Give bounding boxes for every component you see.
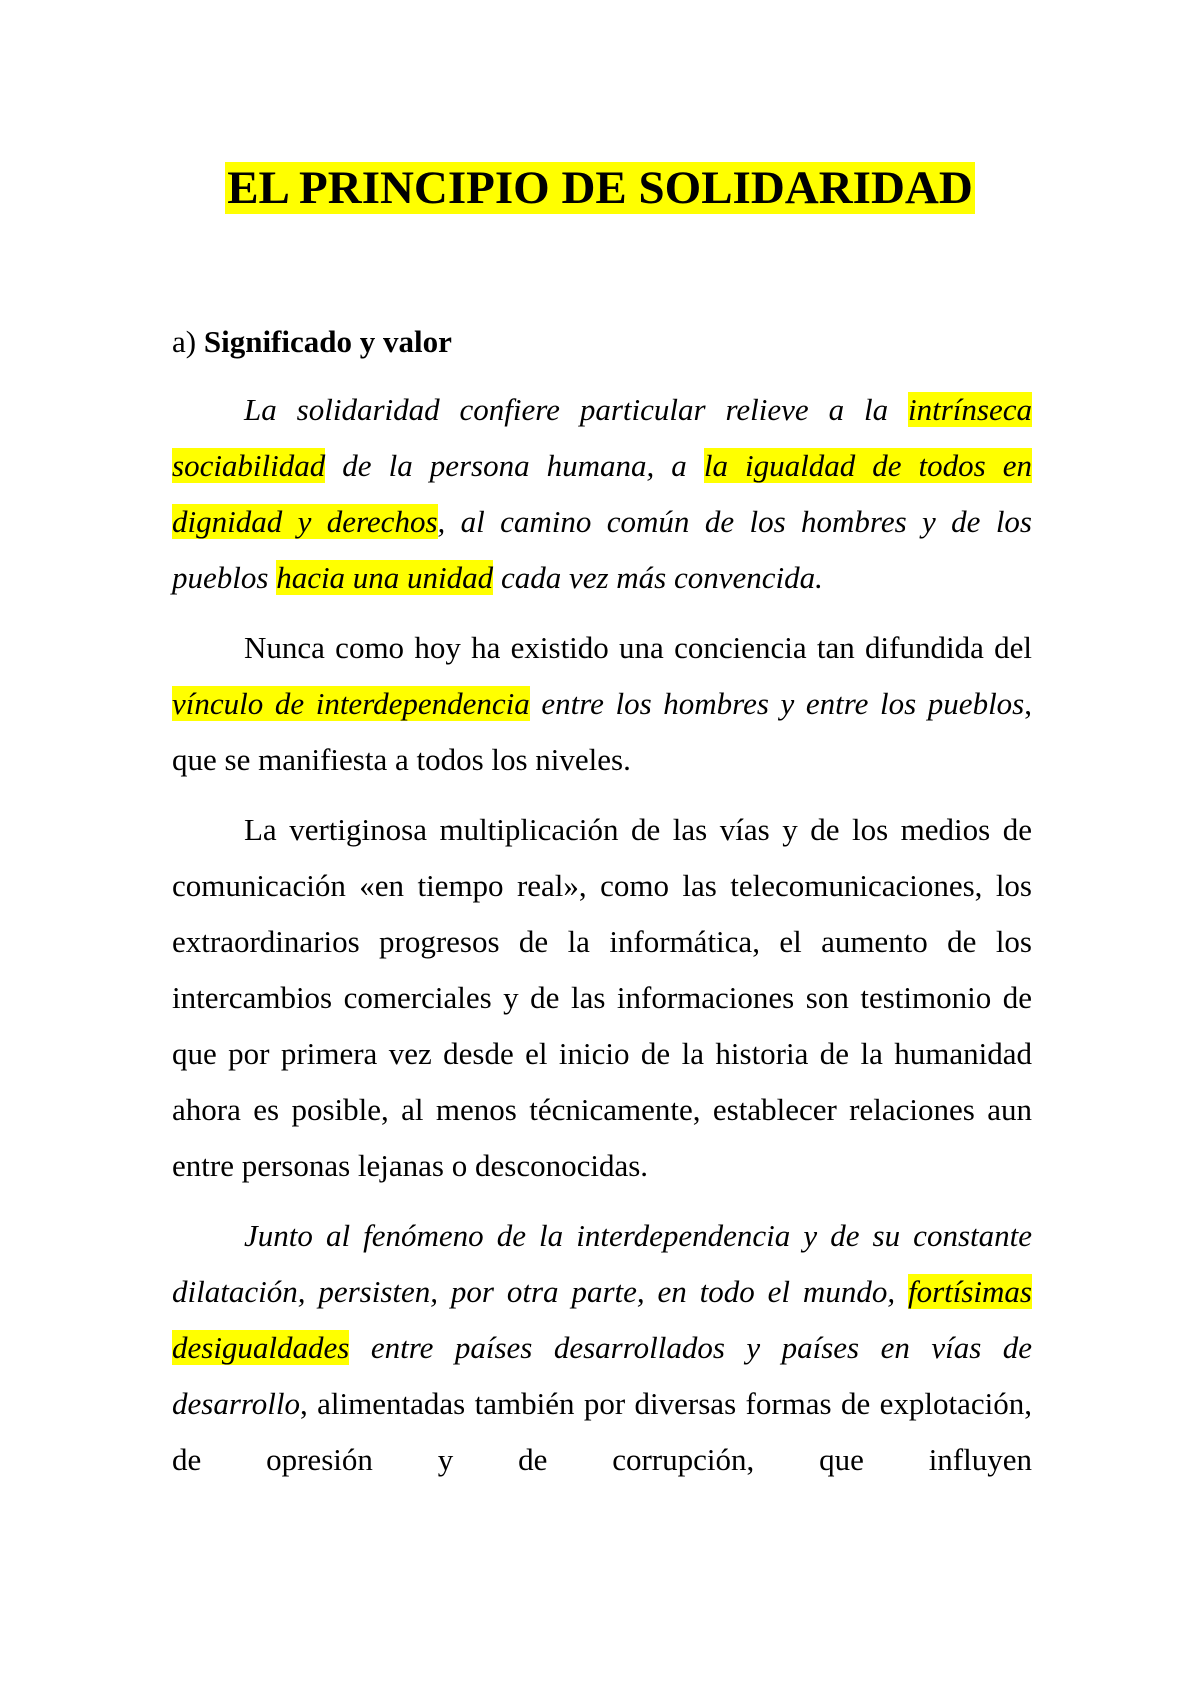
text-run: de la persona humana, a	[325, 448, 704, 483]
section-marker: a)	[172, 324, 197, 359]
text-run: cada vez más convencida.	[493, 560, 823, 595]
highlighted-text: la igualdad de todos en dignidad y derechos	[172, 448, 1032, 539]
document-title: EL PRINCIPIO DE SOLIDARIDAD	[227, 162, 973, 214]
title-container	[0, 160, 1200, 216]
text-run: , alimentadas también por diversas formas de explotación, de opresión y de corrupción, que influyen	[172, 1386, 1032, 1477]
text-run: La solidaridad confiere particular relieve a la	[244, 392, 908, 427]
highlighted-text: hacia una unidad	[276, 560, 494, 595]
section-heading-text: Significado y valor	[203, 324, 452, 359]
text-run: entre países desarrollados y países en vías de desarrollo	[172, 1330, 1032, 1421]
highlighted-text: fortísimas desigualdades	[172, 1274, 1032, 1365]
text-run: Junto al fenómeno de la interdependencia y de su constante dilatación, persisten, por otra parte, en todo el mundo,	[172, 1218, 1032, 1309]
highlighted-text: vínculo de interdependencia	[172, 686, 530, 721]
text-run: entre los hombres y entre los pueblos	[529, 686, 1025, 721]
paragraph-2	[172, 620, 1032, 788]
document-body	[172, 314, 1032, 1502]
section-heading	[172, 314, 1032, 370]
text-run: Nunca como hoy ha existido una conciencia tan difundida del	[244, 630, 1032, 665]
paragraph-1	[172, 382, 1032, 606]
text-run: , que se manifiesta a todos los niveles.	[172, 686, 1032, 777]
highlighted-text: intrínseca sociabilidad	[172, 392, 1032, 483]
paragraph-4	[172, 1208, 1032, 1488]
paragraph-3	[172, 802, 1032, 1194]
text-run: , al camino común de los hombres y de los pueblos	[172, 504, 1032, 595]
text-run: La vertiginosa multiplicación de las vías y de los medios de comunicación «en tiempo real», como las telecomunicaciones, los extraordinarios progresos de la informática, el aumento de los intercambios comerciales y de las informaciones son testimonio de que por primera vez desde el inicio de la historia de la humanidad ahora es posible, al menos técnicamente, establecer relaciones aun entre personas lejanas o desconocidas.	[172, 812, 1032, 1183]
